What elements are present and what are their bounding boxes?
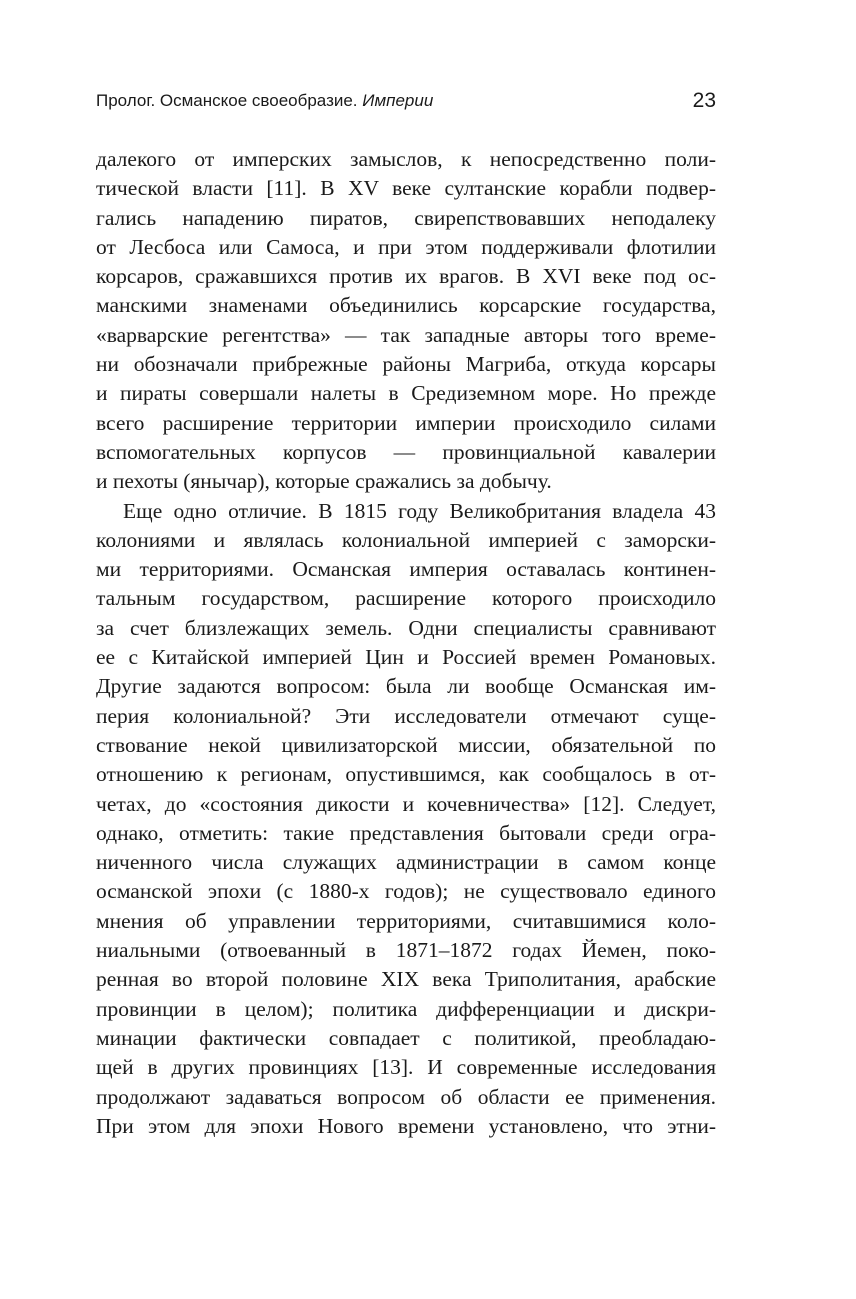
text-line: ниальными (отвоеванный в 1871–1872 годах Йемен, поко- xyxy=(96,938,716,963)
text-line: корсаров, сражавшихся против их врагов. В XVI веке под ос- xyxy=(96,264,716,289)
text-line: османской эпохи (с 1880-х годов); не существовало единого xyxy=(96,879,716,904)
text-line: ствование некой цивилизаторской миссии, обязательной по xyxy=(96,732,716,757)
running-head-title xyxy=(96,86,433,116)
text-line: тальным государством, расширение которого происходило xyxy=(96,586,716,611)
text-line: четах, до «состояния дикости и кочевничества» [12]. Следует, xyxy=(96,791,716,816)
text-line: от Лесбоса или Самоса, и при этом поддерживали флотилии xyxy=(96,234,716,259)
text-line: колониями и являлась колониальной империей с заморски- xyxy=(96,527,716,552)
page-number: 23 xyxy=(692,89,716,112)
text-line: далекого от имперских замыслов, к непосредственно поли- xyxy=(96,147,716,171)
text-line: ее с Китайской империей Цин и Россией времен Романовых. xyxy=(96,645,716,670)
text-line: перия колониальной? Эти исследователи отмечают суще- xyxy=(96,703,716,728)
running-head-title-text: Пролог. Османское своеобразие. xyxy=(96,91,358,110)
text-line: вспомогательных корпусов — провинциальной кавалерии xyxy=(96,439,716,464)
text-line: за счет близлежащих земель. Одни специалисты сравнивают xyxy=(96,615,716,640)
running-head xyxy=(96,86,716,116)
text-line: минации фактически совпадает с политикой, преобладаю- xyxy=(96,1025,716,1050)
text-line: Другие задаются вопросом: была ли вообще Османская им- xyxy=(96,674,716,699)
running-head-title-italic: Империи xyxy=(362,91,434,110)
text-line: ниченного числа служащих администрации в самом конце xyxy=(96,850,716,875)
text-line: однако, отметить: такие представления бытовали среди огра- xyxy=(96,820,716,845)
text-line: «варварские регентства» — так западные авторы того време- xyxy=(96,322,716,347)
text-line: При этом для эпохи Нового времени установлено, что этни- xyxy=(96,1113,716,1138)
text-line: щей в других провинциях [13]. И современные исследования xyxy=(96,1055,716,1080)
text-line: гались нападению пиратов, свирепствовавших неподалеку xyxy=(96,205,716,230)
text-line: ни обозначали прибрежные районы Магриба, откуда корсары xyxy=(96,352,716,377)
text-line: и пехоты (янычар), которые сражались за добычу. xyxy=(96,469,552,494)
text-line: тической власти [11]. В XV веке султанские корабли подвер- xyxy=(96,176,716,201)
text-line: ми территориями. Османская империя оставалась континен- xyxy=(96,557,716,582)
text-line: и пираты совершали налеты в Средиземном море. Но прежде xyxy=(96,381,716,406)
text-line: манскими знаменами объединились корсарские государства, xyxy=(96,293,716,318)
paragraph-2 xyxy=(96,497,716,1142)
text-line: ренная во второй половине XIX века Триполитания, арабские xyxy=(96,967,716,992)
text-line: всего расширение территории империи происходило силами xyxy=(96,410,716,435)
body-text xyxy=(96,145,716,1141)
text-line: продолжают задаваться вопросом об области ее применения. xyxy=(96,1084,716,1109)
paragraph-1 xyxy=(96,145,716,497)
text-line: Еще одно отличие. В 1815 году Великобритания владела 43 xyxy=(123,498,716,523)
text-line: отношению к регионам, опустившимся, как сообщалось в от- xyxy=(96,762,716,787)
text-line: провинции в целом); политика дифференциации и дискри- xyxy=(96,996,716,1021)
text-line: мнения об управлении территориями, считавшимися коло- xyxy=(96,908,716,933)
